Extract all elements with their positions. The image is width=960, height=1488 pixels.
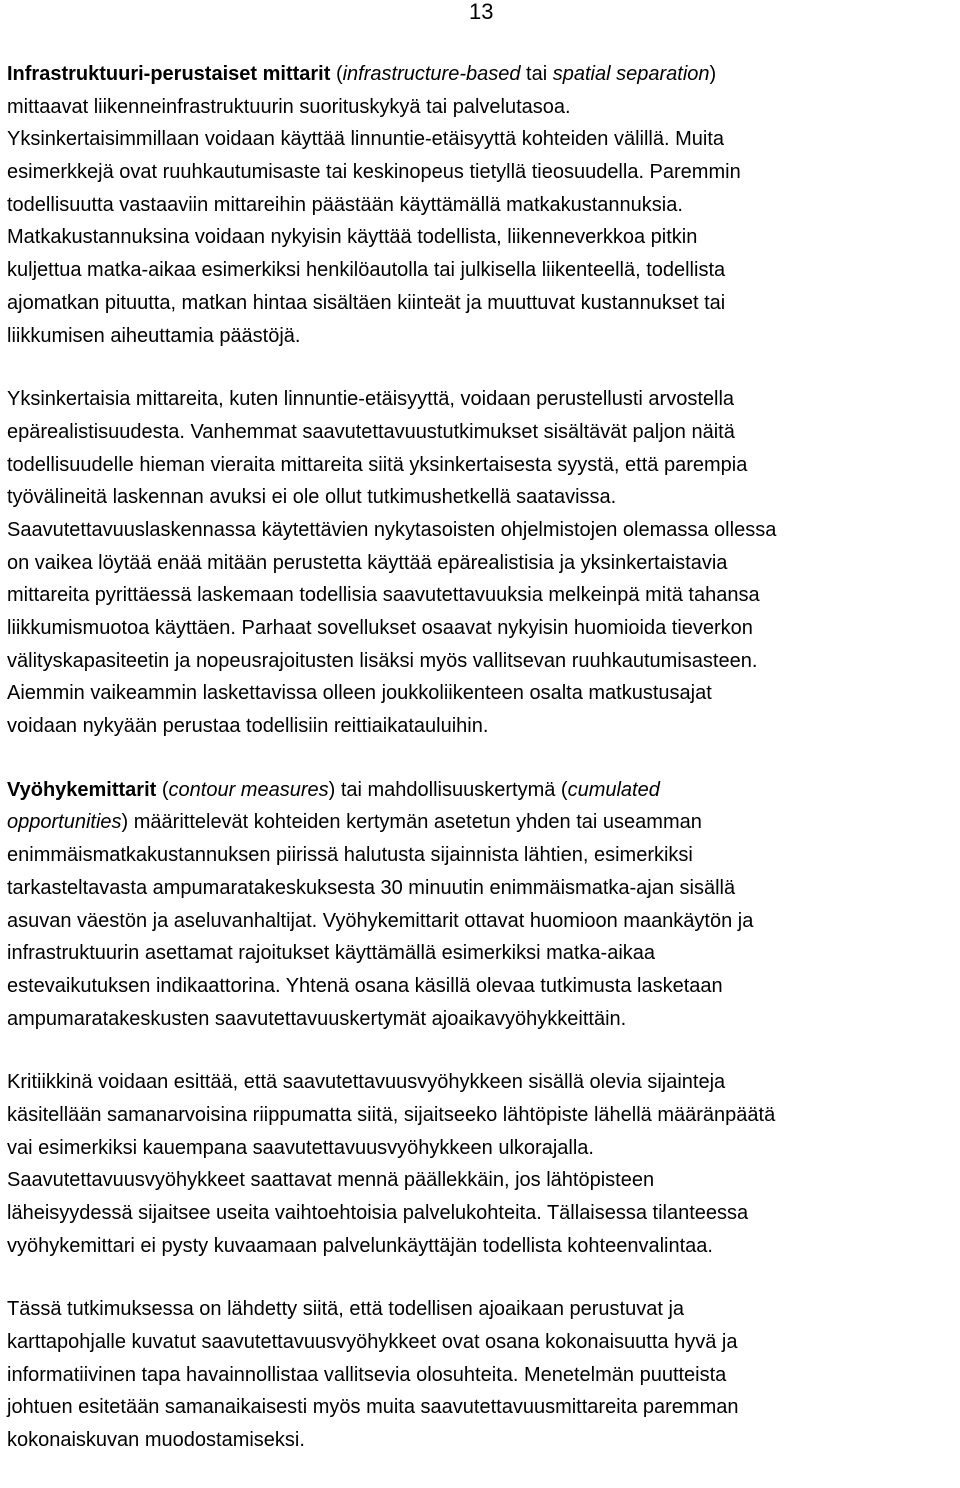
text-line: [7, 1424, 957, 1457]
text-line: [7, 612, 957, 645]
text-run: infrastruktuurin asettamat rajoitukset käyttämällä esimerkiksi matka-aikaa: [7, 942, 656, 965]
paragraph: [7, 1293, 957, 1456]
text-run: karttapohjalle kuvatut saavutettavuusvyöhykkeet ovat osana kokonaisuutta hyvä ja: [7, 1331, 738, 1354]
bold-term: Infrastruktuuri-perustaiset mittarit: [7, 63, 331, 85]
text-line: [7, 254, 957, 287]
italic-term: opportunities: [7, 811, 122, 834]
text-run: Saavutettavuusvyöhykkeet saattavat mennä päällekkäin, jos lähtöpisteen: [7, 1169, 655, 1192]
text-run: vai esimerkiksi kauempana saavutettavuusvyöhykkeen ulkorajalla.: [7, 1136, 594, 1159]
text-line: [7, 1326, 957, 1359]
text-run: liikkumismuotoa käyttäen. Parhaat sovellukset osaavat nykyisin huomioida tieverkon: [7, 617, 753, 639]
text-line: [7, 58, 957, 91]
text-run: ajomatkan pituutta, matkan hintaa sisältäen kiinteät ja muuttuvat kustannukset tai: [7, 291, 726, 314]
text-line: [7, 416, 957, 449]
text-run: vyöhykemittari ei pysty kuvaamaan palvelunkäyttäjän todellista kohteenvalintaa.: [7, 1234, 713, 1257]
text-line: [7, 1197, 957, 1230]
text-line: [7, 1359, 957, 1392]
text-line: [7, 91, 957, 124]
text-run: Aiemmin vaikeammin laskettavissa olleen joukkoliikenteen osalta matkustusajat: [7, 682, 712, 705]
text-run: estevaikutuksen indikaattorina. Yhtenä osana käsillä olevaa tutkimusta lasketaan: [7, 974, 723, 997]
document-body: [7, 58, 957, 1488]
text-line: [7, 839, 957, 872]
text-run: mittaavat liikenneinfrastruktuurin suorituskykyä tai palvelutasoa.: [7, 95, 571, 118]
text-run: Tässä tutkimuksessa on lähdetty siitä, että todellisen ajoaikaan perustuvat ja: [7, 1298, 685, 1321]
italic-term: spatial separation: [552, 63, 710, 85]
text-run: Matkakustannuksina voidaan nykyisin käyttää todellista, liikenneverkkoa pitkin: [7, 226, 698, 249]
text-run: voidaan nykyään perustaa todellisiin reittiaikatauluihin.: [7, 715, 489, 738]
text-run: epärealistisuudesta. Vanhemmat saavutettavuustutkimukset sisältävät paljon näitä: [7, 420, 735, 443]
text-line: [7, 937, 957, 970]
text-run: (: [156, 778, 169, 801]
text-line: [7, 905, 957, 938]
italic-term: contour measures: [168, 778, 329, 801]
text-line: [7, 774, 957, 807]
text-line: [7, 1132, 957, 1165]
text-run: kokonaiskuvan muodostamiseksi.: [7, 1429, 305, 1452]
paragraph: [7, 1066, 957, 1262]
text-run: todellisuutta vastaaviin mittareihin päästään käyttämällä matkakustannuksia.: [7, 193, 683, 216]
text-line: [7, 1391, 957, 1424]
text-line: [7, 123, 957, 156]
text-run: ): [709, 63, 717, 85]
text-run: esimerkkejä ovat ruuhkautumisaste tai keskinopeus tietyllä tieosuudella. Paremmin: [7, 161, 741, 184]
text-run: todellisuudelle hieman vieraita mittareita siitä yksinkertaisesta syystä, että parempia: [7, 453, 748, 476]
text-run: (: [330, 63, 343, 85]
text-run: tai: [520, 63, 553, 85]
text-run: mittareita pyrittäessä laskemaan todellisia saavutettavuuksia melkeinpä mitä tahansa: [7, 584, 760, 607]
text-line: [7, 320, 957, 353]
text-run: informatiivinen tapa havainnollistaa vallitsevia olosuhteita. Menetelmän puutteista: [7, 1363, 727, 1386]
bold-term: Vyöhykemittarit: [7, 778, 157, 801]
text-run: käsitellään samanarvoisina riippumatta siitä, sijaitseeko lähtöpiste lähellä määränpäätä: [7, 1103, 776, 1126]
text-run: kuljettua matka-aikaa esimerkiksi henkilöautolla tai julkisella liikenteellä, todellista: [7, 259, 726, 282]
paragraph: [7, 774, 957, 1036]
text-line: [7, 547, 957, 580]
text-line: [7, 872, 957, 905]
text-line: [7, 710, 957, 743]
text-run: Kritiikkinä voidaan esittää, että saavutettavuusvyöhykkeen sisällä olevia sijainteja: [7, 1071, 726, 1094]
text-line: [7, 1230, 957, 1263]
italic-term: infrastructure-based: [342, 63, 521, 85]
text-run: työvälineitä laskennan avuksi ei ole ollut tutkimushetkellä saatavissa.: [7, 486, 617, 509]
text-line: [7, 645, 957, 678]
text-run: Saavutettavuuslaskennassa käytettävien nykytasoisten ohjelmistojen olemassa ollessa: [7, 518, 777, 541]
text-run: johtuen esitetään samanaikaisesti myös muita saavutettavuusmittareita paremman: [7, 1396, 739, 1419]
page-number: 13: [469, 0, 494, 24]
text-line: [7, 189, 957, 222]
text-run: Yksinkertaisia mittareita, kuten linnuntie-etäisyyttä, voidaan perustellusti arvostella: [7, 388, 735, 411]
text-line: [7, 970, 957, 1003]
text-run: Yksinkertaisimmillaan voidaan käyttää linnuntie-etäisyyttä kohteiden välillä. Muita: [7, 128, 725, 151]
text-line: [7, 1003, 957, 1036]
text-line: [7, 1066, 957, 1099]
text-line: [7, 1099, 957, 1132]
text-line: [7, 481, 957, 514]
text-line: [7, 383, 957, 416]
italic-term: cumulated: [567, 778, 660, 801]
text-line: [7, 287, 957, 320]
text-line: [7, 221, 957, 254]
text-line: [7, 677, 957, 710]
text-line: [7, 579, 957, 612]
text-run: liikkumisen aiheuttamia päästöjä.: [7, 324, 301, 347]
text-line: [7, 156, 957, 189]
text-line: [7, 1293, 957, 1326]
text-run: asuvan väestön ja aseluvanhaltijat. Vyöhykemittarit ottavat huomioon maankäytön ja: [7, 909, 754, 932]
paragraph: [7, 383, 957, 743]
paragraph: [7, 58, 957, 352]
text-run: enimmäismatkakustannuksen piirissä halutusta sijainnista lähtien, esimerkiksi: [7, 844, 693, 867]
text-run: läheisyydessä sijaitsee useita vaihtoehtoisia palvelukohteita. Tällaisessa tilanteessa: [7, 1202, 749, 1224]
text-line: [7, 1164, 957, 1197]
text-line: [7, 449, 957, 482]
text-run: on vaikea löytää enää mitään perustetta käyttää epärealistisia ja yksinkertaistavia: [7, 551, 728, 574]
text-run: ampumaratakeskusten saavutettavuuskertymät ajoaikavyöhykkeittäin.: [7, 1007, 627, 1030]
text-run: välityskapasiteetin ja nopeusrajoitusten lisäksi myös vallitsevan ruuhkautumisasteen.: [7, 649, 758, 672]
text-run: ) määrittelevät kohteiden kertymän asetetun yhden tai useamman: [121, 811, 702, 834]
text-run: ) tai mahdollisuuskertymä (: [328, 778, 568, 801]
text-line: [7, 514, 957, 547]
text-run: tarkasteltavasta ampumaratakeskuksesta 30 minuutin enimmäismatka-ajan sisällä: [7, 876, 736, 899]
text-line: [7, 806, 957, 839]
